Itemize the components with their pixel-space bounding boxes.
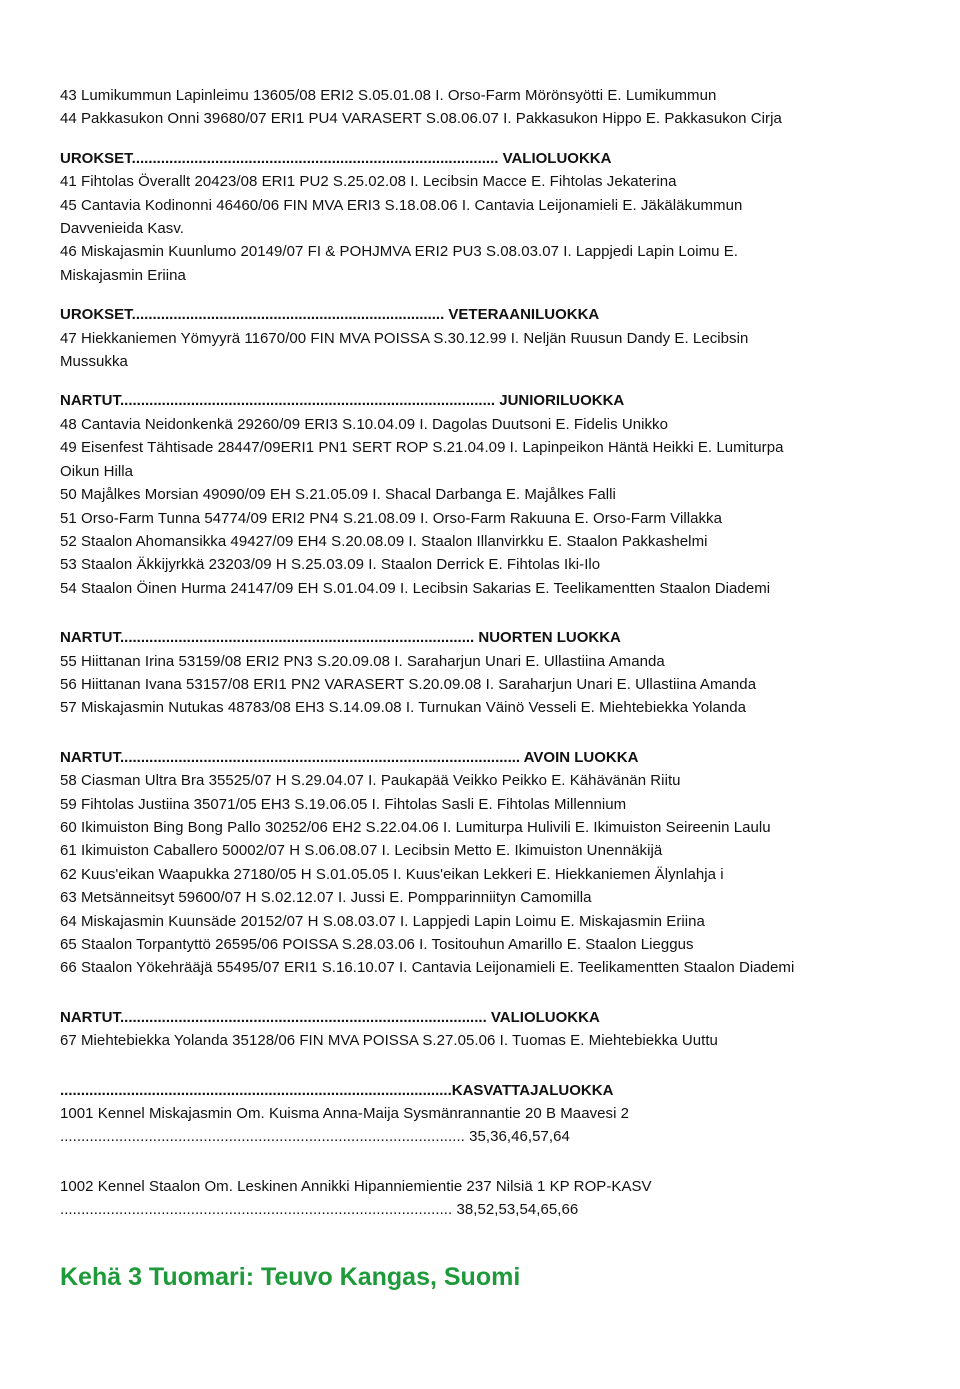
entry-line: 45 Cantavia Kodinonni 46460/06 FIN MVA ERI3 S.18.08.06 I. Cantavia Leijonamieli E. Jäkäläkummun (60, 196, 743, 214)
entry-line: 59 Fihtolas Justiina 35071/05 EH3 S.19.06.05 I. Fihtolas Sasli E. Fihtolas Millennium (60, 795, 627, 813)
class-header-valioluokka-nartut: NARTUT........................................................................................ VALIOLUOKKA (60, 1008, 600, 1026)
entry-line: 58 Ciasman Ultra Bra 35525/07 H S.29.04.07 I. Paukapää Veikko Peikko E. Kähävänän Riitu (60, 772, 681, 790)
class-header-junioriluokka: NARTUT.......................................................................................... JUNIORILUOKKA (60, 392, 625, 410)
breeder-entry-line: 1001 Kennel Miskajasmin Om. Kuisma Anna-Maija Sysmänrannantie 20 B Maavesi 2 (60, 1105, 630, 1123)
spacer (60, 720, 920, 746)
spacer (60, 131, 920, 147)
entry-line: 53 Staalon Äkkijyrkkä 23203/09 H S.25.03.09 I. Staalon Derrick E. Fihtolas Iki-Ilo (60, 556, 601, 574)
ring-judge-heading: Kehä 3 Tuomari: Teuvo Kangas, Suomi (60, 1263, 521, 1291)
entry-line-continuation: Miskajasmin Eriina (60, 266, 186, 284)
entry-line: 43 Lumikummun Lapinleimu 13605/08 ERI2 S.05.01.08 I. Orso-Farm Mörönsyötti E. Lumikummun (60, 87, 717, 104)
entry-line: 52 Staalon Ahomansikka 49427/09 EH4 S.20.08.09 I. Staalon Illanvirkku E. Staalon Pakkashelmi (60, 532, 708, 550)
breeder-entry-numbers: ................................................................................................ 35,36,46,57,64 (60, 1128, 570, 1146)
breeder-entry-line: 1002 Kennel Staalon Om. Leskinen Annikki Hipanniemientie 237 Nilsiä 1 KP ROP-KASV (60, 1177, 652, 1195)
class-header-avoin-luokka: NARTUT................................................................................................ AVOIN LUOKKA (60, 748, 639, 766)
entry-line: 66 Staalon Yökehrääjä 55495/07 ERI1 S.16.10.07 I. Cantavia Leijonamieli E. Teelikamentten Staalon Diademi (60, 959, 795, 977)
entry-line: 48 Cantavia Neidonkenkä 29260/09 ERI3 S.10.04.09 I. Dagolas Duutsoni E. Fidelis Unikko (60, 415, 668, 433)
spacer (60, 980, 920, 1006)
class-header-valioluokka: UROKSET........................................................................................ VALIOLUOKKA (60, 149, 612, 167)
class-header-veteraaniluokka: UROKSET........................................................................... VETERAANILUOKKA (60, 306, 600, 324)
entry-line: 61 Ikimuiston Caballero 50002/07 H S.06.08.07 I. Lecibsin Metto E. Ikimuiston Unennäkijä (60, 842, 663, 860)
entry-line: 51 Orso-Farm Tunna 54774/09 ERI2 PN4 S.21.08.09 I. Orso-Farm Rakuuna E. Orso-Farm Villakka (60, 509, 723, 527)
entry-line: 62 Kuus'eikan Waapukka 27180/05 H S.01.05.05 I. Kuus'eikan Lekkeri E. Hiekkaniemen Älynlahja i (60, 865, 724, 883)
class-header-nuorten-luokka: NARTUT..................................................................................... NUORTEN LUOKKA (60, 629, 621, 647)
document-body (60, 84, 920, 1222)
class-header-kasvattajaluokka: ..............................................................................................KASVATTAJALUOKKA (60, 1081, 614, 1099)
spacer (60, 287, 920, 303)
entry-line: 47 Hiekkaniemen Yömyyrä 11670/00 FIN MVA POISSA S.30.12.99 I. Neljän Ruusun Dandy E. Lecibsin (60, 329, 749, 347)
spacer (60, 1149, 920, 1175)
entry-line: 50 Majålkes Morsian 49090/09 EH S.21.05.09 I. Shacal Darbanga E. Majålkes Falli (60, 486, 616, 504)
entry-line-continuation: Oikun Hilla (60, 462, 134, 480)
entry-line-continuation: Mussukka (60, 353, 128, 371)
entry-line: 41 Fihtolas Överallt 20423/08 ERI1 PU2 S.25.02.08 I. Lecibsin Macce E. Fihtolas Jekaterina (60, 173, 677, 191)
entry-line: 63 Metsänneitsyt 59600/07 H S.02.12.07 I. Jussi E. Pompparinniityn Camomilla (60, 889, 592, 907)
entry-line: 54 Staalon Öinen Hurma 24147/09 EH S.01.04.09 I. Lecibsin Sakarias E. Teelikamentten Staalon Diademi (60, 579, 771, 597)
spacer (60, 1053, 920, 1079)
entry-line: 46 Miskajasmin Kuunlumo 20149/07 FI & POHJMVA ERI2 PU3 S.08.03.07 I. Lappjedi Lapin Loimu E. (60, 243, 739, 261)
entry-line: 55 Hiittanan Irina 53159/08 ERI2 PN3 S.20.09.08 I. Saraharjun Unari E. Ullastiina Amanda (60, 652, 665, 670)
entry-line: 64 Miskajasmin Kuunsäde 20152/07 H S.08.03.07 I. Lappjedi Lapin Loimu E. Miskajasmin Eriina (60, 912, 705, 930)
entry-line: 65 Staalon Torpantyttö 26595/06 POISSA S.28.03.06 I. Tositouhun Amarillo E. Staalon Lieggus (60, 936, 694, 953)
entry-line-continuation: Davvenieida Kasv. (60, 220, 184, 238)
spacer (60, 600, 920, 626)
spacer (60, 373, 920, 389)
entry-line: 67 Miehtebiekka Yolanda 35128/06 FIN MVA POISSA S.27.05.06 I. Tuomas E. Miehtebiekka Uuttu (60, 1032, 718, 1050)
entry-line: 60 Ikimuiston Bing Bong Pallo 30252/06 EH2 S.22.04.06 I. Lumiturpa Hulivili E. Ikimuiston Seireenin Laulu (60, 818, 771, 836)
entry-line: 49 Eisenfest Tähtisade 28447/09ERI1 PN1 SERT ROP S.21.04.09 I. Lapinpeikon Häntä Heikki E. Lumiturpa (60, 439, 784, 457)
entry-line: 44 Pakkasukon Onni 39680/07 ERI1 PU4 VARASERT S.08.06.07 I. Pakkasukon Hippo E. Pakkasukon Cirja (60, 110, 782, 128)
entry-line: 57 Miskajasmin Nutukas 48783/08 EH3 S.14.09.08 I. Turnukan Väinö Vesseli E. Miehtebiekka Yolanda (60, 699, 747, 717)
entry-line: 56 Hiittanan Ivana 53157/08 ERI1 PN2 VARASERT S.20.09.08 I. Saraharjun Unari E. Ullastiina Amanda (60, 675, 757, 693)
breeder-entry-numbers: ............................................................................................. 38,52,53,54,65,66 (60, 1201, 579, 1219)
